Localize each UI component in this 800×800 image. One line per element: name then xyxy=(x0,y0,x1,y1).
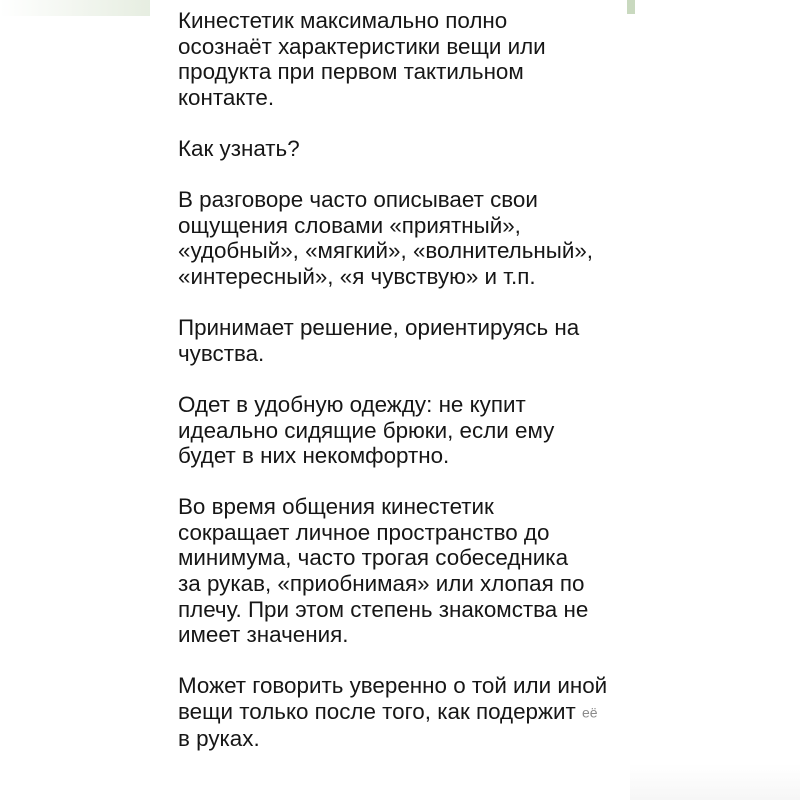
bubble-edge-corner xyxy=(630,764,800,800)
message-line: имеет значения. xyxy=(178,622,349,648)
message-line: продукта при первом тактильном xyxy=(178,59,524,85)
message-line: плечу. При этом степень знакомства не xyxy=(178,596,589,622)
message-line: чувства. xyxy=(178,340,265,366)
paragraph-speech xyxy=(178,187,648,289)
message-line: будет в них некомфортно. xyxy=(178,443,450,469)
message-line-text: вещи только после того, как подержит xyxy=(178,699,576,725)
message-line: в руках. xyxy=(178,725,260,751)
message-line: минимума, часто трогая собеседника xyxy=(178,545,569,571)
message-line: Кинестетик максимально полно xyxy=(178,8,508,33)
message-line: «удобный», «мягкий», «волнительный», xyxy=(178,238,594,264)
bubble-edge-left xyxy=(0,0,150,16)
message-line: идеально сидящие брюки, если ему xyxy=(178,417,555,443)
paragraph-communication xyxy=(178,494,648,648)
paragraph-clothing xyxy=(178,392,648,469)
message-line: за рукав, «приобнимая» или хлопая по xyxy=(178,571,585,597)
message-line: Во время общения кинестетик xyxy=(178,494,494,520)
message-line: В разговоре часто описывает свои xyxy=(178,187,538,213)
message-line: осознаёт характеристики вещи или xyxy=(178,33,546,59)
message-bubble xyxy=(178,8,648,752)
paragraph-intro xyxy=(178,8,648,110)
faded-word: её xyxy=(582,704,598,721)
message-line: Может говорить уверенно о той или иной xyxy=(178,673,608,699)
paragraph-decision xyxy=(178,315,648,366)
message-line: контакте. xyxy=(178,84,275,110)
paragraph-question xyxy=(178,136,648,162)
message-line: ощущения словами «приятный», xyxy=(178,212,521,238)
message-line: Принимает решение, ориентируясь на xyxy=(178,315,580,341)
paragraph-confidence xyxy=(178,673,648,751)
message-line: Одет в удобную одежду: не купит xyxy=(178,391,526,417)
message-line: Как узнать? xyxy=(178,135,300,161)
message-line: сокращает личное пространство до xyxy=(178,519,550,545)
message-line xyxy=(178,699,648,726)
message-line: «интересный», «я чувствую» и т.п. xyxy=(178,263,536,289)
